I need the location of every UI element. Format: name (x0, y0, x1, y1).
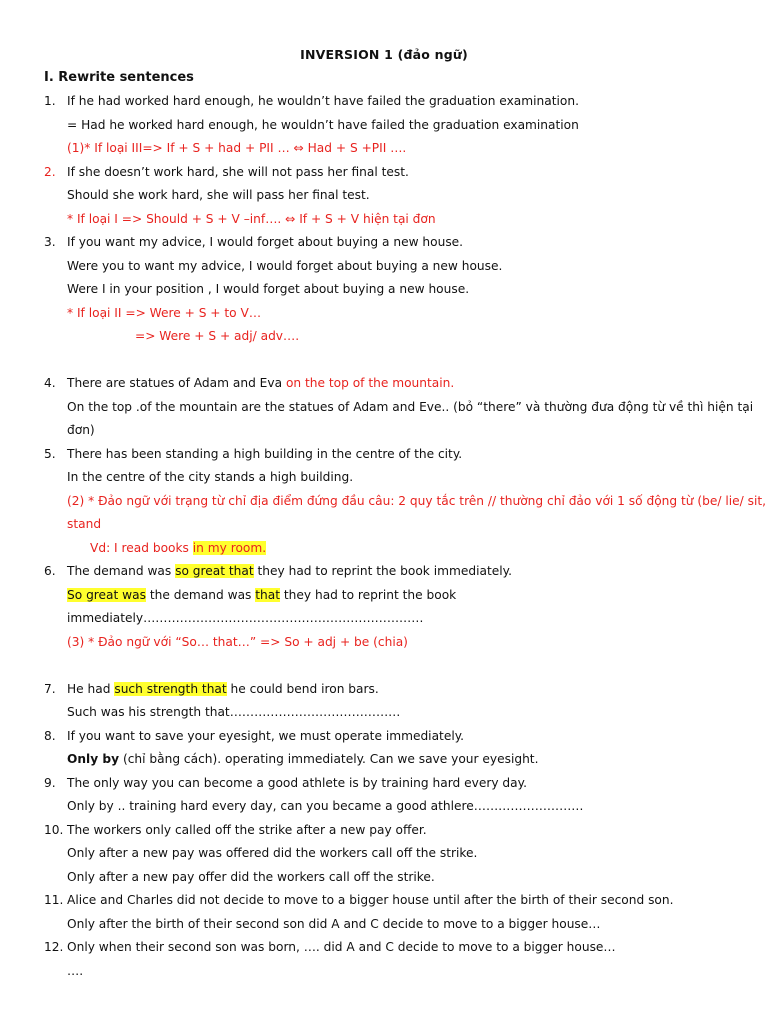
rule-note: => Were + S + adj/ adv…. (135, 329, 300, 343)
sentence-line: …. (67, 964, 84, 978)
item-number: 5. (44, 447, 56, 461)
sentence-line: The demand was so great that they had to reprint the book immediately. (67, 564, 512, 578)
sentence-line: Only by .. training hard every day, can you became a good athlere……………………… (67, 799, 584, 813)
sentence-line: immediately…………………………………………………………… (67, 611, 424, 625)
sentence-line: The only way you can become a good athlete is by training hard every day. (67, 776, 527, 790)
sentence-line: Were you to want my advice, I would forget about buying a new house. (67, 259, 503, 273)
sentence-line: Only when their second son was born, …. did A and C decide to move to a bigger house… (67, 940, 616, 954)
item-number: 9. (44, 776, 56, 790)
item-number: 12. (44, 940, 64, 954)
sentence-line: Only by (chỉ bằng cách). operating immediately. Can we save your eyesight. (67, 752, 539, 766)
sentence-line: There has been standing a high building in the centre of the city. (67, 447, 463, 461)
rule-note: (2) * Đảo ngữ với trạng từ chỉ địa điểm đứng đầu câu: 2 quy tắc trên // thường chỉ đảo với 1 số động từ (be/ lie/ sit, (67, 494, 766, 508)
rule-note: * If loại II => Were + S + to V… (67, 306, 262, 320)
rule-note: * If loại I => Should + S + V –inf…. ⇔ If + S + V hiện tại đơn (67, 212, 436, 226)
sentence-line: He had such strength that he could bend iron bars. (67, 682, 379, 696)
sentence-line: On the top .of the mountain are the statues of Adam and Eve.. (bỏ “there” và thường đưa động từ về thì hiện tại (67, 400, 754, 414)
example-line: Vd: I read books in my room. (90, 541, 267, 555)
sentence-line: Only after the birth of their second son did A and C decide to move to a bigger house… (67, 917, 601, 931)
rule-note: (1)* If loại III=> If + S + had + PII … ⇔ Had + S +PII …. (67, 141, 407, 155)
page-title: INVERSION 1 (đảo ngữ) (300, 47, 468, 62)
sentence-line: Only after a new pay offer did the workers call off the strike. (67, 870, 435, 884)
sentence-line: If she doesn’t work hard, she will not pass her final test. (67, 165, 409, 179)
sentence-line: So great was the demand was that they had to reprint the book (67, 588, 457, 602)
sentence-line: Alice and Charles did not decide to move to a bigger house until after the birth of their second son. (67, 893, 674, 907)
item-number: 10. (44, 823, 64, 837)
rule-note: (3) * Đảo ngữ với “So… that…” => So + adj + be (chia) (67, 635, 408, 649)
item-number: 11. (44, 893, 64, 907)
sentence-line: The workers only called off the strike after a new pay offer. (67, 823, 427, 837)
rule-note: stand (67, 517, 102, 531)
item-number: 3. (44, 235, 56, 249)
item-number: 6. (44, 564, 56, 578)
sentence-line: There are statues of Adam and Eva on the top of the mountain. (67, 376, 455, 390)
sentence-line: Were I in your position , I would forget about buying a new house. (67, 282, 470, 296)
sentence-line: = Had he worked hard enough, he wouldn’t have failed the graduation examination (67, 118, 579, 132)
sentence-line: In the centre of the city stands a high building. (67, 470, 354, 484)
item-number: 4. (44, 376, 56, 390)
sentence-line: Such was his strength that…………………………………… (67, 705, 401, 719)
item-number: 7. (44, 682, 56, 696)
sentence-line: đơn) (67, 423, 95, 437)
sentence-line: If you want my advice, I would forget about buying a new house. (67, 235, 464, 249)
sentence-line: If he had worked hard enough, he wouldn’t have failed the graduation examination. (67, 94, 579, 108)
sentence-line: Only after a new pay was offered did the workers call off the strike. (67, 846, 478, 860)
sentence-line: If you want to save your eyesight, we must operate immediately. (67, 729, 465, 743)
item-number: 2. (44, 165, 56, 179)
sentence-line: Should she work hard, she will pass her final test. (67, 188, 370, 202)
item-number: 8. (44, 729, 56, 743)
item-number: 1. (44, 94, 56, 108)
section-heading: I. Rewrite sentences (44, 70, 194, 85)
